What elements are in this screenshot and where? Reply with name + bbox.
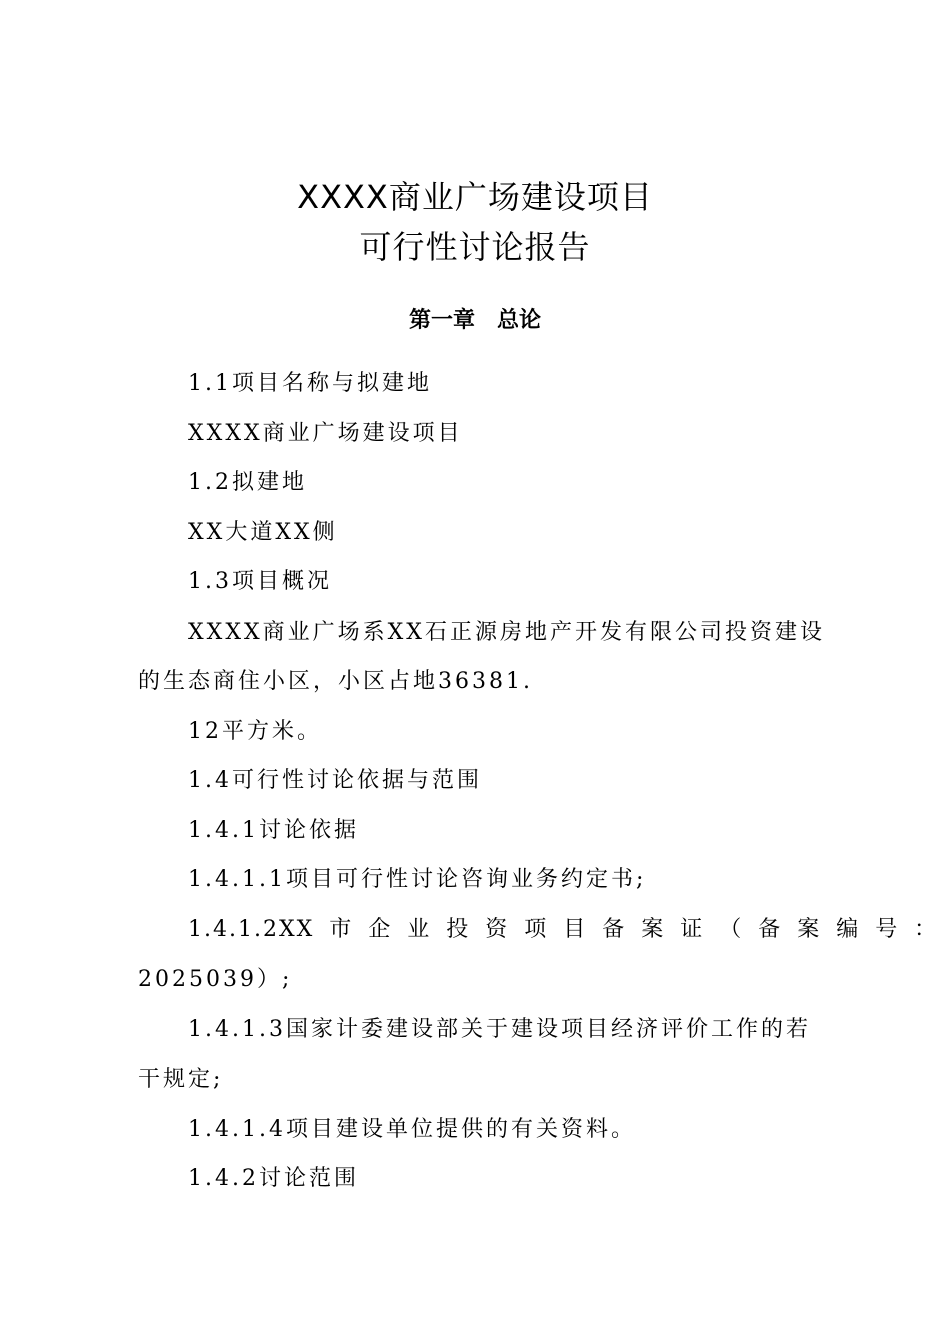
section-heading-1-3: 1.3项目概况 (188, 569, 332, 594)
document-title-line-1: XXXX商业广场建设项目 (297, 178, 653, 216)
document-title-line-2: 可行性讨论报告 (359, 228, 591, 266)
list-item-1-4-1-2-line-2: 2025039）; (138, 967, 293, 992)
paragraph-location: XX大道XX侧 (188, 520, 338, 545)
paragraph-area: 12平方米。 (188, 719, 322, 744)
paragraph-project-name: XXXX商业广场建设项目 (188, 421, 463, 446)
list-item-1-4-1-3-line-1: 1.4.1.3国家计委建设部关于建设项目经济评价工作的若 (188, 1017, 811, 1042)
list-item-1-4-1-3-line-2: 干规定; (138, 1067, 224, 1092)
paragraph-overview-line-2: 的生态商住小区，小区占地36381. (138, 669, 533, 694)
section-heading-1-4-2: 1.4.2讨论范围 (188, 1166, 359, 1191)
section-heading-1-4-1: 1.4.1讨论依据 (188, 818, 359, 843)
list-item-1-4-1-1: 1.4.1.1项目可行性讨论咨询业务约定书; (188, 867, 647, 892)
section-heading-1-1: 1.1项目名称与拟建地 (188, 371, 432, 396)
section-heading-1-4: 1.4可行性讨论依据与范围 (188, 768, 482, 793)
list-item-1-4-1-4: 1.4.1.4项目建设单位提供的有关资料。 (188, 1117, 636, 1142)
list-item-1-4-1-2-line-1: 1.4.1.2XX 市 企 业 投 资 项 目 备 案 证 （ 备 案 编 号 ： (188, 917, 939, 942)
chapter-heading: 第一章 总论 (408, 308, 541, 333)
paragraph-overview-line-1: XXXX商业广场系XX石正源房地产开发有限公司投资建设 (188, 620, 825, 645)
section-heading-1-2: 1.2拟建地 (188, 470, 307, 495)
